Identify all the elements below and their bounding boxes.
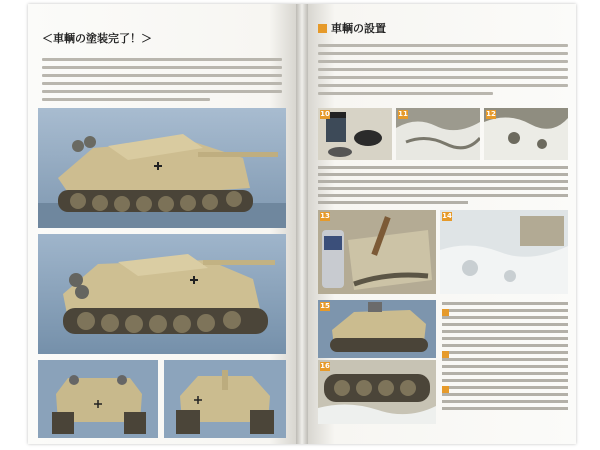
book-spread xyxy=(28,4,576,444)
left-page xyxy=(28,4,296,444)
photo-number-badge: 11 xyxy=(398,110,408,118)
caption-text-block-2 xyxy=(442,302,568,412)
book-gutter xyxy=(296,4,308,444)
caption-text-block-1 xyxy=(318,166,568,206)
photo-number-badge: 14 xyxy=(442,212,452,220)
photo-tank-on-base xyxy=(318,300,436,358)
photo-number-badge: 16 xyxy=(320,362,330,370)
left-page-title: ＜車輌の塗装完了！＞ xyxy=(42,32,152,45)
photo-number-badge: 12 xyxy=(486,110,496,118)
photo-paint-jars xyxy=(318,108,392,160)
left-body-text xyxy=(42,58,282,106)
right-page-title-row xyxy=(318,20,386,36)
photo-number-badge: 13 xyxy=(320,212,330,220)
photo-number-badge: 15 xyxy=(320,302,330,310)
photo-snow-base-1 xyxy=(396,108,480,160)
right-page xyxy=(308,4,576,444)
photo-applying-snow-texture xyxy=(318,210,436,294)
right-page-title: 車輌の設置 xyxy=(331,22,386,35)
photo-number-badge: 10 xyxy=(320,110,330,118)
photo-tank-tracks-snow xyxy=(318,360,436,424)
photo-tank-front-view xyxy=(164,360,286,438)
photo-tank-rear-view xyxy=(38,360,158,438)
section-marker-icon xyxy=(318,24,327,33)
photo-tank-side-view xyxy=(38,234,286,354)
photo-snow-base-2 xyxy=(484,108,568,160)
right-body-text xyxy=(318,44,568,102)
photo-snow-covered-base xyxy=(440,210,568,294)
photo-tank-top-view xyxy=(38,108,286,228)
